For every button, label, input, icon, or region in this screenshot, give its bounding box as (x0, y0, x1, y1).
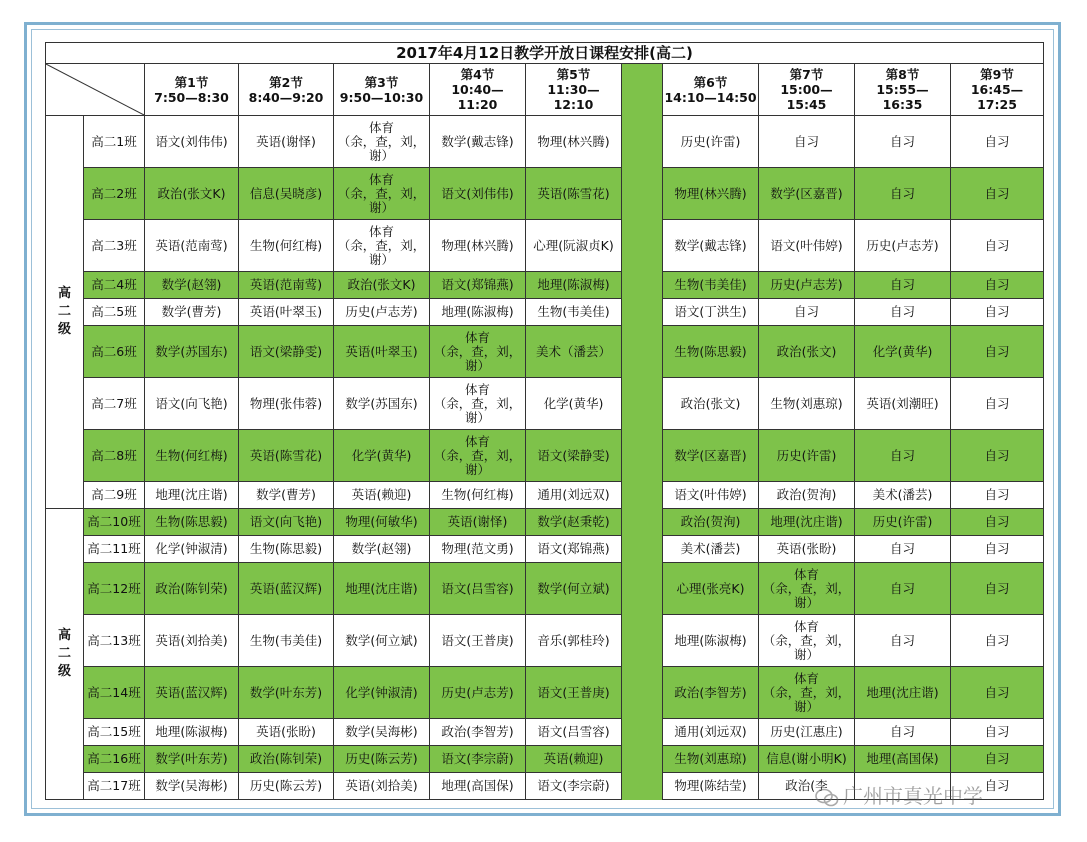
grade-label-char: 高 (57, 628, 71, 643)
course-cell: 物理(林兴腾) (663, 168, 759, 220)
course-cell: 英语(叶翠玉) (239, 299, 334, 326)
class-name: 高二9班 (84, 482, 145, 509)
period-header (855, 64, 951, 116)
class-name: 高二16班 (84, 746, 145, 773)
pe-line: 谢） (368, 199, 394, 215)
course-cell: 化学(钟淑清) (145, 536, 239, 563)
course-cell: 通用(刘远双) (663, 719, 759, 746)
pe-line: 体育 (793, 566, 819, 582)
course-cell: 历史(卢志芳) (855, 220, 951, 272)
course-cell: 生物(刘惠琼) (759, 378, 855, 430)
pe-line: 谢） (464, 409, 490, 425)
period-time-end: 12:10 (553, 97, 594, 112)
course-cell: 自习 (759, 116, 855, 168)
pe-line: 体育 (464, 433, 490, 449)
class-name: 高二14班 (84, 667, 145, 719)
period-name: 第1节 (174, 74, 209, 90)
course-cell: 心理(阮淑贞K) (526, 220, 622, 272)
period-time: 10:40— (451, 82, 504, 97)
period-time: 11:30— (547, 82, 600, 97)
period-time: 15:55— (876, 82, 929, 97)
period-header (145, 64, 239, 116)
course-cell: 数学(区嘉晋) (759, 168, 855, 220)
course-cell: 政治(李 (759, 773, 855, 800)
course-cell: 自习 (855, 563, 951, 615)
course-cell: 生物(韦美佳) (663, 272, 759, 299)
course-cell: 地理(沈庄谐) (759, 509, 855, 536)
class-name: 高二7班 (84, 378, 145, 430)
course-cell: 语文(郑锦燕) (526, 536, 622, 563)
grade-label-char: 级 (57, 664, 71, 679)
pe-line: 体育 (368, 171, 394, 187)
pe-line: 体育 (368, 119, 394, 135)
course-cell: 政治(贺洵) (663, 509, 759, 536)
table-row (46, 116, 1044, 168)
pe-line: 谢） (793, 698, 819, 714)
course-cell: 语文(向飞艳) (145, 378, 239, 430)
course-cell: 自习 (951, 116, 1044, 168)
course-cell: 历史(卢志芳) (334, 299, 430, 326)
course-cell: 历史(许雷) (759, 430, 855, 482)
course-cell: 政治(陈钊荣) (239, 746, 334, 773)
pe-line: （余，查，刘， (337, 185, 426, 201)
pe-line: （余，查，刘， (762, 580, 851, 596)
table-row (46, 482, 1044, 509)
course-cell: 语文(李宗蔚) (526, 773, 622, 800)
course-cell: 自习 (951, 272, 1044, 299)
pe-line: 谢） (464, 461, 490, 477)
course-cell: 自习 (855, 615, 951, 667)
period-header (239, 64, 334, 116)
corner-diagonal-cell (46, 64, 145, 116)
course-cell: 数学(曹芳) (145, 299, 239, 326)
course-cell: 语文(刘伟伟) (145, 116, 239, 168)
class-name: 高二13班 (84, 615, 145, 667)
course-cell: 政治(陈钊荣) (145, 563, 239, 615)
course-cell: 数学(苏国东) (145, 326, 239, 378)
table-row (46, 299, 1044, 326)
period-name: 第2节 (269, 74, 303, 90)
course-cell (334, 220, 430, 272)
course-cell: 语文(梁静雯) (239, 326, 334, 378)
course-cell (759, 563, 855, 615)
course-cell: 心理(张亮K) (663, 563, 759, 615)
course-cell: 英语(陈雪花) (239, 430, 334, 482)
course-cell: 生物(何红梅) (239, 220, 334, 272)
course-cell: 英语(范南莺) (239, 272, 334, 299)
class-name: 高二11班 (84, 536, 145, 563)
course-cell: 自习 (951, 482, 1044, 509)
course-cell: 英语(刘潮旺) (855, 378, 951, 430)
pe-line: （余，查，刘， (337, 237, 426, 253)
period-header (334, 64, 430, 116)
course-cell: 生物(韦美佳) (526, 299, 622, 326)
course-cell: 自习 (951, 615, 1044, 667)
schedule-table (45, 42, 1044, 800)
course-cell: 地理(沈庄谐) (855, 667, 951, 719)
course-cell: 数学(区嘉晋) (663, 430, 759, 482)
period-header (951, 64, 1044, 116)
pe-line: （余，查，刘， (433, 447, 522, 463)
course-cell: 生物(刘惠琼) (663, 746, 759, 773)
course-cell (334, 168, 430, 220)
course-cell (430, 378, 526, 430)
class-name: 高二1班 (84, 116, 145, 168)
class-name: 高二8班 (84, 430, 145, 482)
period-time: 16:45— (970, 82, 1024, 97)
course-cell: 语文(吕雪容) (430, 563, 526, 615)
course-cell: 历史(陈云芳) (239, 773, 334, 800)
course-cell: 数学(赵秉乾) (526, 509, 622, 536)
pe-line: 谢） (368, 147, 394, 163)
pe-line: （余，查，刘， (762, 684, 851, 700)
course-cell: 自习 (951, 168, 1044, 220)
pe-line: （余，查，刘， (433, 395, 522, 411)
period-header (430, 64, 526, 116)
class-name: 高二2班 (84, 168, 145, 220)
course-cell: 历史(卢志芳) (430, 667, 526, 719)
period-header (663, 64, 759, 116)
course-cell: 化学(黄华) (855, 326, 951, 378)
course-cell: 自习 (951, 773, 1044, 800)
course-cell: 自习 (951, 299, 1044, 326)
course-cell: 地理(沈庄谐) (334, 563, 430, 615)
course-cell: 历史(江惠庄) (759, 719, 855, 746)
period-name: 第9节 (980, 67, 1014, 82)
course-cell: 政治(张文K) (145, 168, 239, 220)
course-cell: 语文(叶伟婷) (663, 482, 759, 509)
course-cell: 数学(戴志锋) (430, 116, 526, 168)
course-cell: 英语(谢怿) (430, 509, 526, 536)
course-cell: 历史(许雷) (663, 116, 759, 168)
course-cell: 生物(陈思毅) (663, 326, 759, 378)
course-cell: 数学(吴海彬) (145, 773, 239, 800)
course-cell: 自习 (951, 746, 1044, 773)
pe-line: 体育 (793, 670, 819, 686)
class-name: 高二4班 (84, 272, 145, 299)
lunch-separator (622, 64, 663, 800)
pe-line: 谢） (793, 594, 819, 610)
course-cell: 自习 (855, 536, 951, 563)
course-cell (430, 430, 526, 482)
course-cell: 物理(张伟蓉) (239, 378, 334, 430)
course-cell: 语文(向飞艳) (239, 509, 334, 536)
course-cell: 数学(叶东芳) (145, 746, 239, 773)
course-cell: 地理(陈淑梅) (430, 299, 526, 326)
period-time: 9:50—10:30 (339, 89, 424, 105)
course-cell: 自习 (855, 116, 951, 168)
period-name: 第4节 (460, 67, 495, 82)
pe-line: （余，查，刘， (762, 632, 851, 648)
course-cell: 政治(李智芳) (430, 719, 526, 746)
course-cell: 英语(蓝汉辉) (239, 563, 334, 615)
course-cell: 政治(李智芳) (663, 667, 759, 719)
course-cell: 物理(何敏华) (334, 509, 430, 536)
course-cell: 英语(赖迎) (334, 482, 430, 509)
course-cell: 英语(刘拾美) (334, 773, 430, 800)
table-row (46, 326, 1044, 378)
course-cell: 数学(吴海彬) (334, 719, 430, 746)
course-cell: 自习 (951, 509, 1044, 536)
course-cell: 语文(叶伟婷) (759, 220, 855, 272)
course-cell: 物理(范文勇) (430, 536, 526, 563)
grade-label (46, 509, 84, 800)
grade-label-char: 级 (57, 322, 71, 337)
table-row (46, 563, 1044, 615)
course-cell: 英语(赖迎) (526, 746, 622, 773)
course-cell: 物理(陈结莹) (663, 773, 759, 800)
wechat-icon (815, 788, 839, 808)
period-time: 15:00— (780, 82, 833, 97)
course-cell (334, 116, 430, 168)
course-cell: 音乐(郭桂玲) (526, 615, 622, 667)
class-name: 高二3班 (84, 220, 145, 272)
period-time: 14:10—14:50 (664, 89, 757, 105)
course-cell: 数学(叶东芳) (239, 667, 334, 719)
course-cell: 地理(陈淑梅) (663, 615, 759, 667)
table-title: 2017年4月12日教学开放日课程安排(高二) (46, 43, 1044, 64)
course-cell: 政治(贺洵) (759, 482, 855, 509)
course-cell: 物理(林兴腾) (526, 116, 622, 168)
course-cell: 自习 (951, 378, 1044, 430)
course-cell: 英语(范南莺) (145, 220, 239, 272)
course-cell: 数学(赵翎) (334, 536, 430, 563)
course-cell: 自习 (951, 536, 1044, 563)
course-cell: 语文(吕雪容) (526, 719, 622, 746)
class-name: 高二12班 (84, 563, 145, 615)
period-name: 第3节 (364, 74, 399, 90)
course-cell: 语文(刘伟伟) (430, 168, 526, 220)
course-cell: 英语(张盼) (239, 719, 334, 746)
course-cell: 数学(苏国东) (334, 378, 430, 430)
period-time: 8:40—9:20 (248, 89, 324, 105)
course-cell: 美术(潘芸) (855, 482, 951, 509)
course-cell: 数学(戴志锋) (663, 220, 759, 272)
course-cell: 英语(陈雪花) (526, 168, 622, 220)
course-cell: 政治(张文K) (334, 272, 430, 299)
course-cell: 地理(高国保) (855, 746, 951, 773)
course-cell (759, 615, 855, 667)
course-cell: 自习 (855, 430, 951, 482)
period-time-end: 15:45 (786, 97, 827, 112)
class-name: 高二17班 (84, 773, 145, 800)
pe-line: 体育 (464, 381, 490, 397)
pe-line: 体育 (793, 618, 819, 634)
table-row (46, 615, 1044, 667)
course-cell: 生物(何红梅) (430, 482, 526, 509)
table-row (46, 378, 1044, 430)
course-cell: 自习 (951, 220, 1044, 272)
grade-label-char: 高 (57, 286, 71, 301)
table-row (46, 746, 1044, 773)
course-cell: 英语(刘拾美) (145, 615, 239, 667)
table-row (46, 667, 1044, 719)
course-cell: 历史(卢志芳) (759, 272, 855, 299)
course-cell: 地理(沈庄谐) (145, 482, 239, 509)
period-name: 第5节 (556, 67, 591, 82)
course-cell: 政治(张文) (759, 326, 855, 378)
table-row (46, 430, 1044, 482)
table-row (46, 272, 1044, 299)
course-cell: 美术（潘芸） (526, 326, 622, 378)
course-cell: 地理(高国保) (430, 773, 526, 800)
course-cell: 化学(钟淑清) (334, 667, 430, 719)
period-header (526, 64, 622, 116)
diagonal-line (46, 64, 144, 115)
course-cell: 语文(丁洪生) (663, 299, 759, 326)
course-cell: 地理(陈淑梅) (145, 719, 239, 746)
schedule-body (46, 43, 1044, 800)
course-cell: 英语(谢怿) (239, 116, 334, 168)
course-cell: 自习 (951, 719, 1044, 746)
course-cell: 化学(黄华) (526, 378, 622, 430)
course-cell: 生物(韦美佳) (239, 615, 334, 667)
table-row (46, 536, 1044, 563)
course-cell: 语文(王普庚) (430, 615, 526, 667)
table-row (46, 719, 1044, 746)
period-time: 7:50—8:30 (154, 89, 229, 105)
course-cell: 英语(蓝汉辉) (145, 667, 239, 719)
period-header (759, 64, 855, 116)
period-time-end: 16:35 (882, 97, 923, 112)
course-cell: 信息(谢小明K) (759, 746, 855, 773)
table-row (46, 509, 1044, 536)
class-name: 高二10班 (84, 509, 145, 536)
course-cell: 数学(何立斌) (334, 615, 430, 667)
course-cell: 自习 (759, 299, 855, 326)
pe-line: （余，查，刘， (433, 343, 522, 359)
course-cell: 自习 (951, 326, 1044, 378)
course-cell: 美术(潘芸) (663, 536, 759, 563)
course-cell: 自习 (855, 168, 951, 220)
course-cell: 语文(梁静雯) (526, 430, 622, 482)
grade-label (46, 116, 84, 509)
pe-line: 体育 (464, 329, 490, 345)
course-cell: 自习 (951, 667, 1044, 719)
class-name: 高二15班 (84, 719, 145, 746)
pe-line: （余，查，刘， (337, 133, 426, 149)
course-cell: 政治(张文) (663, 378, 759, 430)
period-name: 第7节 (789, 67, 824, 82)
course-cell: 历史(许雷) (855, 509, 951, 536)
course-cell: 物理(林兴腾) (430, 220, 526, 272)
course-cell (430, 326, 526, 378)
pe-line: 谢） (464, 357, 490, 373)
course-cell: 通用(刘远双) (526, 482, 622, 509)
course-cell: 生物(何红梅) (145, 430, 239, 482)
course-cell: 生物(陈思毅) (145, 509, 239, 536)
course-cell: 生物(陈思毅) (239, 536, 334, 563)
watermark (815, 780, 983, 809)
course-cell: 自习 (951, 430, 1044, 482)
grade-label-char: 二 (57, 304, 71, 319)
course-cell: 化学(黄华) (334, 430, 430, 482)
period-name: 第6节 (693, 74, 728, 90)
period-name: 第8节 (885, 67, 920, 82)
course-cell: 语文(郑锦燕) (430, 272, 526, 299)
course-cell: 自习 (855, 299, 951, 326)
class-name: 高二5班 (84, 299, 145, 326)
course-cell: 数学(曹芳) (239, 482, 334, 509)
course-cell: 信息(吴晓彦) (239, 168, 334, 220)
period-time-end: 11:20 (457, 97, 498, 112)
pe-line: 谢） (368, 251, 394, 267)
course-cell: 数学(何立斌) (526, 563, 622, 615)
pe-line: 体育 (368, 223, 394, 239)
class-name: 高二6班 (84, 326, 145, 378)
course-cell: 英语(叶翠玉) (334, 326, 430, 378)
course-cell: 历史(陈云芳) (334, 746, 430, 773)
course-cell: 自习 (951, 563, 1044, 615)
course-cell: 地理(陈淑梅) (526, 272, 622, 299)
course-cell: 自习 (855, 272, 951, 299)
table-row (46, 168, 1044, 220)
course-cell: 英语(张盼) (759, 536, 855, 563)
course-cell: 自习 (855, 719, 951, 746)
period-time-end: 17:25 (977, 97, 1017, 112)
table-row (46, 220, 1044, 272)
grade-label-char: 二 (57, 646, 71, 661)
pe-line: 谢） (793, 646, 819, 662)
course-cell: 数学(赵翎) (145, 272, 239, 299)
watermark-text: 广州市真光中学 (843, 784, 983, 808)
course-cell: 语文(李宗蔚) (430, 746, 526, 773)
course-cell (759, 667, 855, 719)
course-cell: 语文(王普庚) (526, 667, 622, 719)
